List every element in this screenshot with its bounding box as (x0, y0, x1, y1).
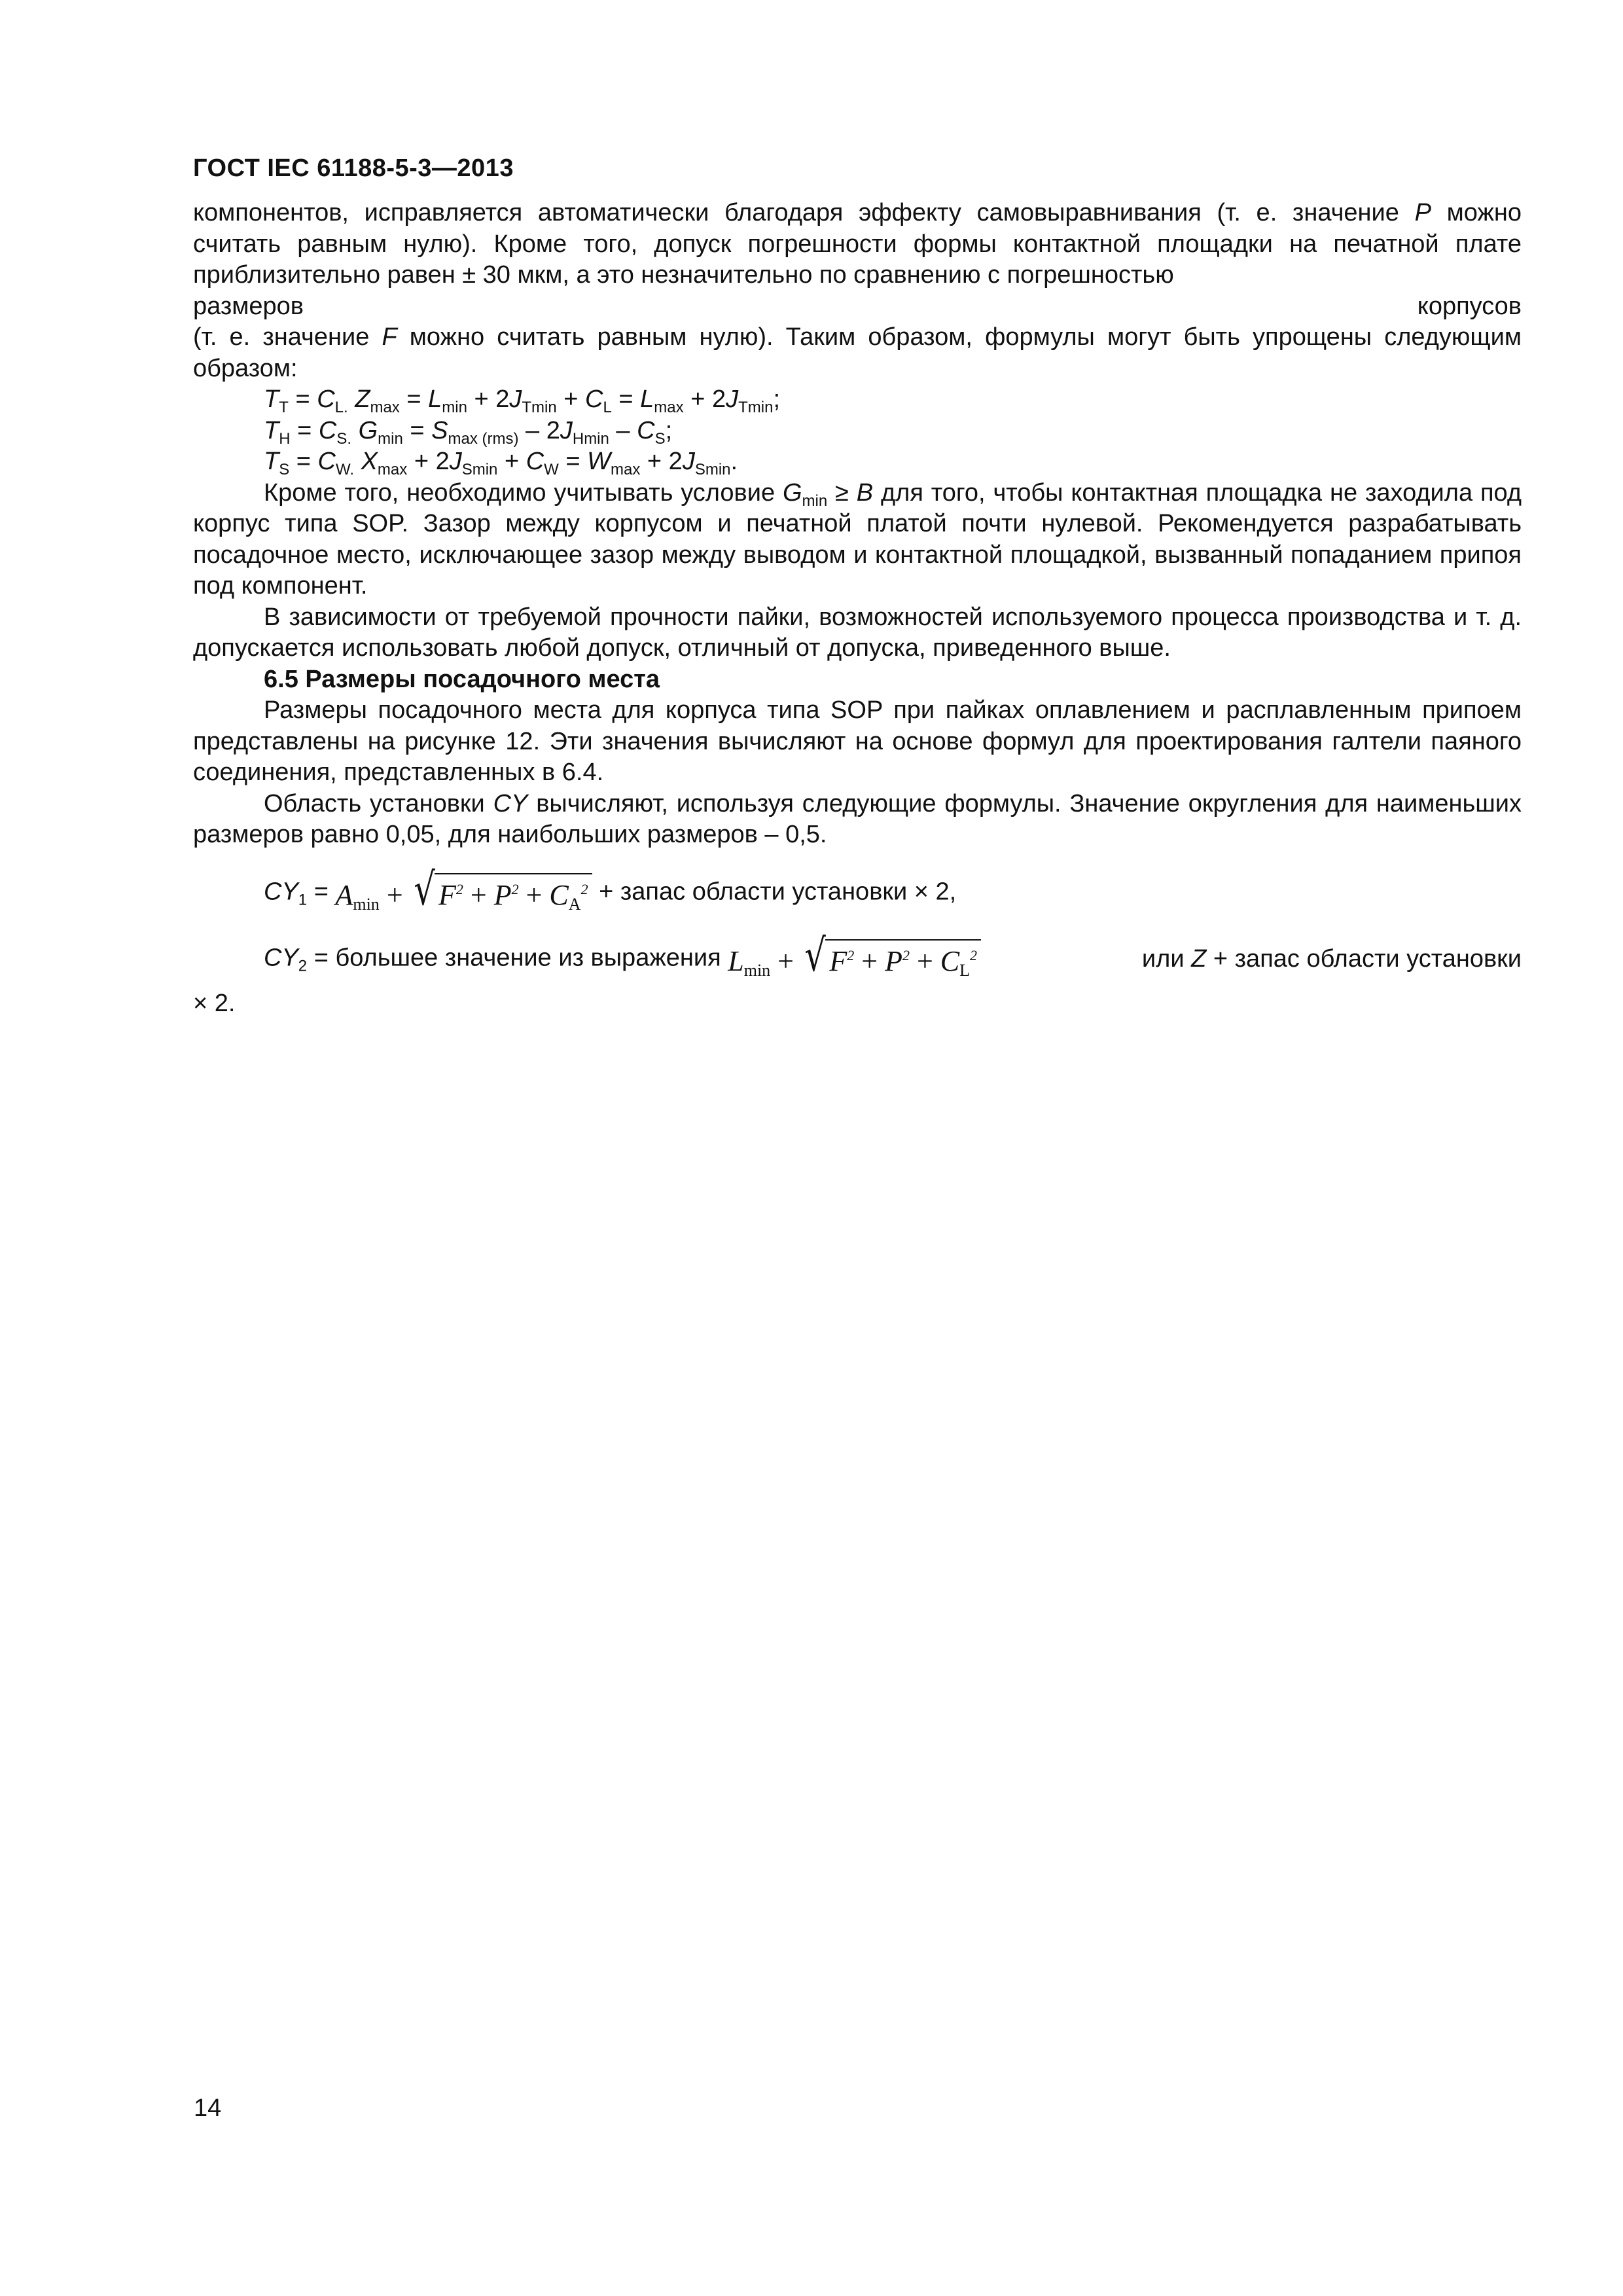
paragraph-courtyard: Область установки CY вычисляют, используя следующие формулы. Значение округления для наименьших размеров равно 0,05, для наибольших размеров – 0,5. (193, 789, 1522, 848)
paragraph-land-pattern: Размеры посадочного места для корпуса типа SOP при пайках оплавлением и расплавленным припоем представлены на рисунке 12. Эти значения вычисляют на основе формул для проектирования галтели паяного соединения, представленных в 6.4. (193, 696, 1522, 786)
formula-th: $T_H = C_{S.}$ $G_{min} = S_{max (rms)} - 2J_{Hmin} - C_S$; (264, 416, 673, 448)
equation-cy2: $CY_2$ = большее значение из выражения $L_{min}$ + √ $F^2 + P^2 + C_L^2$ или Z + запас области установки (193, 934, 1522, 984)
formula-tt: $T_T = C_{L.}$ $Z_{max} = L_{min} + 2J_{Tmin} + C_L = L_{max} + 2J_{Tmin}$; (264, 386, 780, 416)
formula-ts: $T_S = C_{W.}$ $X_{max} + 2J_{Smin} + C_W = W_{max} + 2J_{Smin}$. (264, 448, 738, 478)
page-body (193, 198, 1522, 1019)
square-root-symbol: √ $F^2 + P^2 + C_L^2$ (801, 934, 981, 978)
paragraph-continuation-2: (т. е. значение F можно считать равным нулю). Таким образом, формулы могут быть упрощены следующим образом: (193, 323, 1522, 382)
paragraph-tolerance: В зависимости от требуемой прочности пайки, возможностей используемого процесса производства и т. д. допускается использовать любой допуск, отличный от допуска, приведенного выше. (193, 603, 1522, 662)
document-header: ГОСТ IEC 61188-5-3—2013 (193, 154, 514, 182)
equation-cy2-expression: $L_{min}$ + √ $F^2 + P^2 + C_L^2$ (728, 934, 981, 984)
equation-cy1: $CY_1 = A_{min}$ + √ $F^2 + P^2 + C_A^2$ + запас области установки × 2, (193, 868, 1522, 918)
paragraph-gmin-condition: Кроме того, необходимо учитывать условие $G_{min} \ge B$ для того, чтобы контактная площадка не заходила под корпус типа SOP. Зазор между корпусом и печатной платой почти нулевой. Рекомендуется разрабатывать посадочное место, исключающее зазор между выводом и контактной площадкой, вызванный попаданием припоя под компонент. (193, 478, 1522, 600)
paragraph-continuation: компонентов, исправляется автоматически благодаря эффекту самовыравнивания (т. е. значение P можно считать равным нулю). Кроме того, допуск погрешности формы контактной площадки на печатной плате приблизительно равен ± 30 мкм, а это незначительно по сравнению с погрешностью (193, 199, 1522, 289)
equation-cy2-continuation: × 2. (193, 989, 236, 1017)
page-number: 14 (194, 2094, 222, 2122)
equation-cy1-expression: $A_{min}$ + √ $F^2 + P^2 + C_A^2$ (335, 868, 592, 918)
square-root-symbol: √ $F^2 + P^2 + C_A^2$ (410, 868, 592, 912)
justified-line: размеров корпусов (193, 292, 1522, 320)
section-heading: 6.5 Размеры посадочного места (264, 665, 660, 693)
